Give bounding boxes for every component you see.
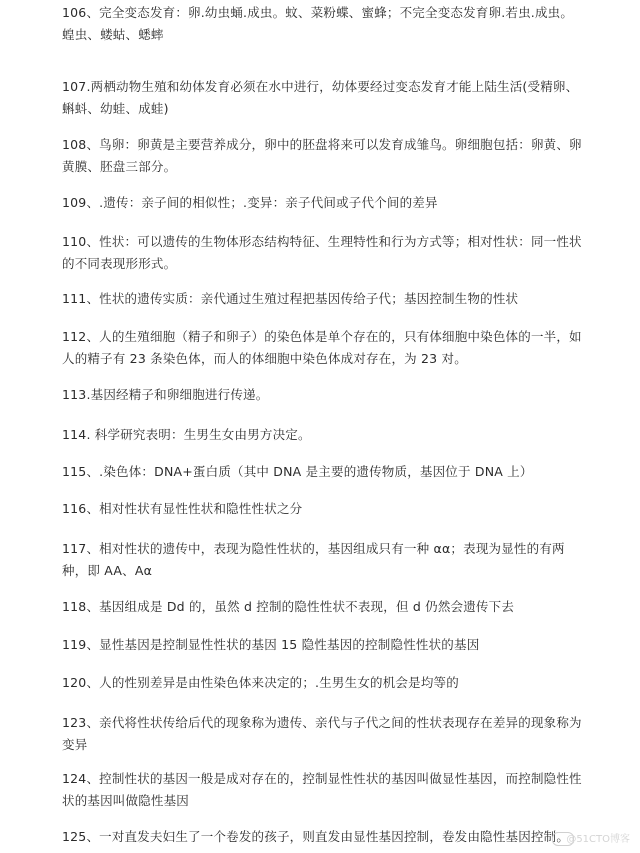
item-114: 114. 科学研究表明：生男生女由男方决定。 — [62, 427, 311, 442]
item-109: 109、.遗传：亲子间的相似性；.变异：亲子代间或子代个间的差异 — [62, 195, 438, 210]
item-108: 108、鸟卵：卵黄是主要营养成分，卵中的胚盘将来可以发育成雏鸟。卵细胞包括：卵黄、卵黄膜、胚盘三部分。 — [62, 137, 582, 174]
item-116: 116、相对性状有显性性状和隐性性状之分 — [62, 501, 303, 516]
item-119: 119、显性基因是控制显性性状的基因 15 隐性基因的控制隐性性状的基因 — [62, 637, 480, 652]
item-107: 107.两栖动物生殖和幼体发育必须在水中进行，幼体要经过变态发育才能上陆生活(受精卵、蝌蚪、幼蛙、成蛙) — [62, 79, 579, 116]
item-124: 124、控制性状的基因一般是成对存在的，控制显性性状的基因叫做显性基因，而控制隐性性状的基因叫做隐性基因 — [62, 771, 582, 808]
item-112: 112、人的生殖细胞（精子和卵子）的染色体是单个存在的，只有体细胞中染色体的一半，如人的精子有 23 条染色体，而人的体细胞中染色体成对存在，为 23 对。 — [62, 329, 582, 366]
item-117: 117、相对性状的遗传中，表现为隐性性状的，基因组成只有一种 αα；表现为显性的有两种，即 AA、Aα — [62, 541, 565, 578]
item-118: 118、基因组成是 Dd 的，虽然 d 控制的隐性性状不表现，但 d 仍然会遗传下去 — [62, 599, 515, 614]
item-115: 115、.染色体：DNA+蛋白质（其中 DNA 是主要的遗传物质，基因位于 DNA 上） — [62, 464, 533, 479]
item-125: 125、一对直发夫妇生了一个卷发的孩子，则直发由显性基因控制，卷发由隐性基因控制。 — [62, 829, 570, 844]
item-113: 113.基因经精子和卵细胞进行传递。 — [62, 387, 269, 402]
watermark: @51CTO博客 — [566, 834, 630, 845]
item-106: 106、完全变态发育：卵.幼虫蛹.成虫。蚊、菜粉蝶、蜜蜂；不完全变态发育卵.若虫.成虫。蝗虫、蝼蛄、蟋蟀 — [62, 5, 574, 42]
item-111: 111、性状的遗传实质：亲代通过生殖过程把基因传给子代；基因控制生物的性状 — [62, 291, 519, 306]
item-110: 110、性状：可以遗传的生物体形态结构特征、生理特性和行为方式等；相对性状：同一性状的不同表现形形式。 — [62, 234, 582, 271]
item-120: 120、人的性别差异是由性染色体来决定的；.生男生女的机会是均等的 — [62, 675, 459, 690]
item-123: 123、亲代将性状传给后代的现象称为遗传、亲代与子代之间的性状表现存在差异的现象称为变异 — [62, 715, 582, 752]
